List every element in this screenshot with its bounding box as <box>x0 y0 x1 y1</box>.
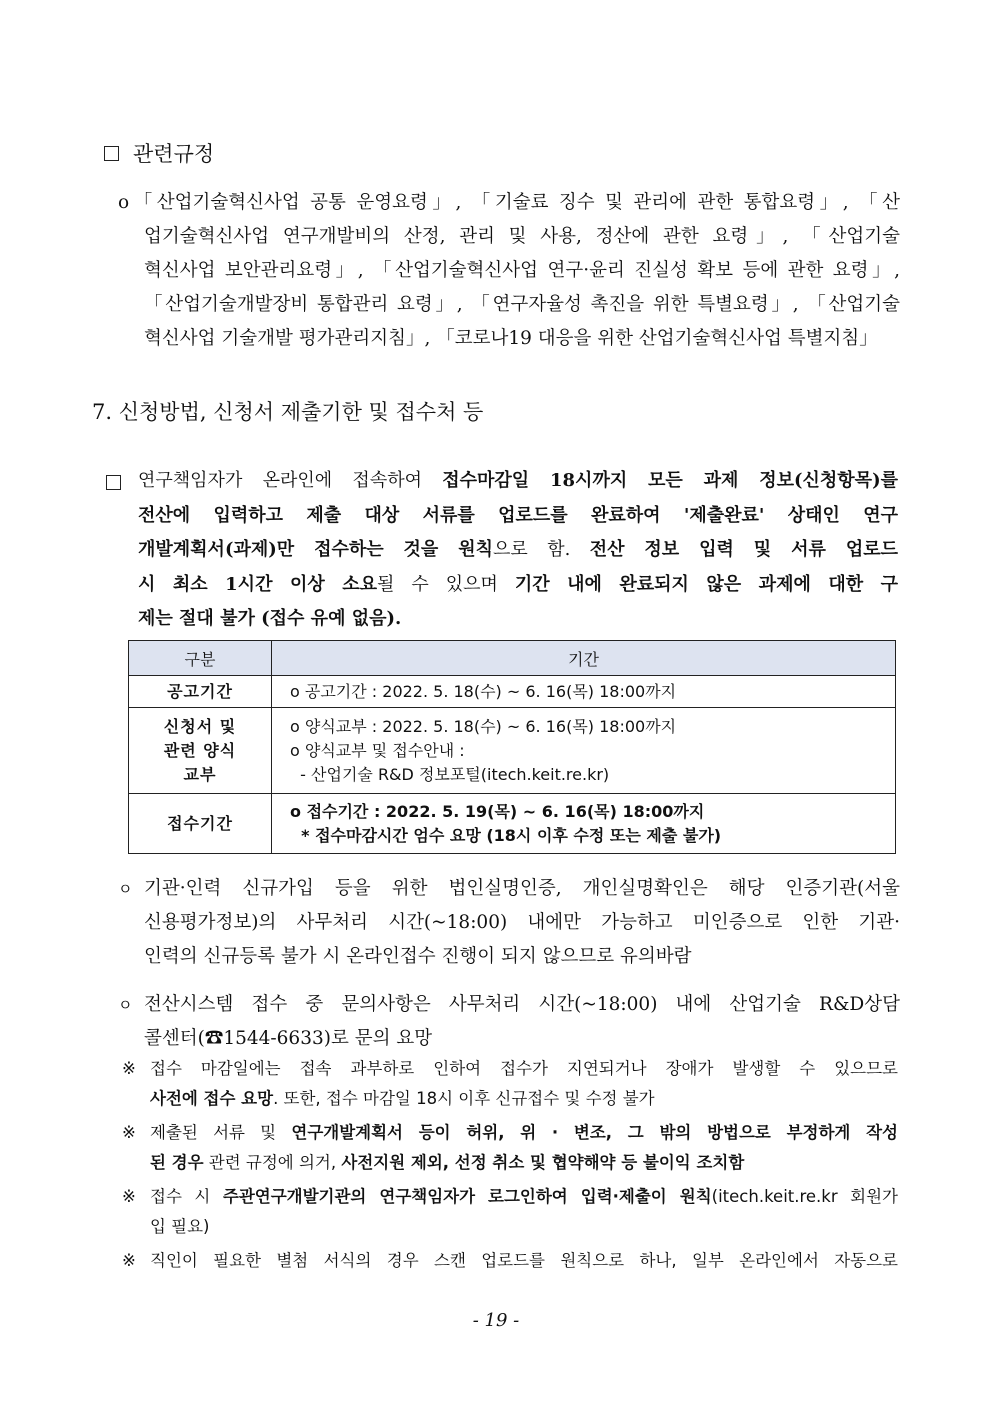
table-header-period: 기간 <box>272 641 896 676</box>
regulation-line <box>118 322 900 356</box>
table-cell-category: 공고기간 <box>129 676 272 708</box>
text-run: 접수 시 <box>150 1187 223 1206</box>
bullet-item <box>118 988 900 1056</box>
intro-line <box>138 464 898 499</box>
intro-line <box>138 568 898 603</box>
text-run: 관련 규정에 의거, <box>203 1153 342 1172</box>
regulation-line <box>118 220 900 254</box>
section-title: 7. 신청방법, 신청서 제출기한 및 접수처 등 <box>92 400 484 424</box>
table-cell-period <box>272 794 896 854</box>
text-run: 접수마감일 18시까지 모든 과제 정보(신청항목)를 <box>442 470 898 491</box>
schedule-table <box>128 640 896 854</box>
text-run: 으로 함. <box>493 539 590 560</box>
table-cell-period <box>272 676 896 708</box>
text-run: (itech.keit.re.kr 회원가 <box>711 1187 898 1206</box>
reference-mark: ※ <box>122 1059 136 1078</box>
table-row <box>129 676 896 708</box>
intro-line <box>138 602 898 637</box>
text-run: 혁신사업 보안관리요령」, 「산업기술혁신사업 연구·윤리 진실성 확보 등에 관한 요령」, <box>144 260 900 281</box>
note-item <box>122 1182 898 1242</box>
text-run: 사전에 접수 요망 <box>150 1089 274 1108</box>
period-line: * 접수마감시간 엄수 요망 (18시 이후 수정 또는 제출 불가) <box>290 825 722 845</box>
regulations-heading <box>104 138 214 168</box>
intro-line <box>138 499 898 534</box>
note-line <box>150 1246 898 1276</box>
notes-list <box>122 1054 898 1280</box>
regulations-text <box>118 186 900 356</box>
text-run: 주관연구개발기관의 연구책임자가 로그인하여 입력·제출이 원칙 <box>222 1187 712 1206</box>
period-line: o 접수기간 : 2022. 5. 19(목) ~ 6. 16(목) 18:00까지 <box>290 801 705 821</box>
text-run: 사전지원 제외, 선정 취소 및 협약해약 등 불이익 조치함 <box>341 1153 745 1172</box>
note-item <box>122 1118 898 1178</box>
table-header-category: 구분 <box>129 641 272 676</box>
text-run: 제는 절대 불가 (접수 유예 없음). <box>138 608 402 629</box>
intro-line <box>138 533 898 568</box>
text-run: 신용평가정보)의 사무처리 시간(~18:00) 내에만 가능하고 미인증으로 인한 기관· <box>144 912 900 933</box>
text-run: 된 경우 <box>150 1153 204 1172</box>
text-run: 시 최소 1시간 이상 소요 <box>138 573 378 595</box>
regulation-line <box>118 288 900 322</box>
bullet-item <box>118 872 900 974</box>
text-run: 「산업기술개발장비 통합관리 요령」, 「연구자율성 촉진을 위한 특별요령」, 「산업기술 <box>144 294 900 315</box>
period-line: o 양식교부 및 접수안내 : <box>290 740 465 760</box>
section-intro <box>138 464 898 637</box>
note-line <box>150 1118 898 1148</box>
bullet-list <box>118 872 900 1070</box>
text-run: 기간 내에 완료되지 않은 과제에 대한 구 <box>514 573 898 595</box>
table-cell-period <box>272 708 896 794</box>
bullet-mark: ㅇ <box>118 880 133 898</box>
reference-mark: ※ <box>122 1187 136 1206</box>
text-run: o「산업기술혁신사업 공통 운영요령」, 「기술료 징수 및 관리에 관한 통합요령」, 「산 <box>118 192 900 213</box>
page-number: - 19 - <box>472 1310 520 1331</box>
text-run: 전산에 입력하고 제출 대상 서류를 업로드를 완료하여 '제출완료' 상태인 연구 <box>138 504 898 526</box>
note-line <box>150 1212 898 1242</box>
bullet-mark: ㅇ <box>118 996 133 1014</box>
table-cell-category: 접수기간 <box>129 794 272 854</box>
bullet-line <box>144 988 900 1022</box>
period-line: - 산업기술 R&D 정보포털(itech.keit.re.kr) <box>290 764 610 784</box>
text-run: 기관·인력 신규가입 등을 위한 법인실명인증, 개인실명확인은 해당 인증기관(서울 <box>144 878 900 899</box>
note-line <box>150 1054 898 1084</box>
note-item <box>122 1246 898 1276</box>
text-run: 접수 마감일에는 접속 과부하로 인하여 접수가 지연되거나 장애가 발생할 수 있으므로 <box>150 1059 898 1078</box>
text-run: 될 수 있으며 <box>377 573 515 595</box>
table-row <box>129 794 896 854</box>
bullet-line <box>144 940 900 974</box>
table-row <box>129 708 896 794</box>
text-run: . 또한, 접수 마감일 18시 이후 신규접수 및 수정 불가 <box>273 1089 655 1108</box>
text-run: 업기술혁신사업 연구개발비의 산정, 관리 및 사용, 정산에 관한 요령」, 「산업기술 <box>144 226 900 247</box>
regulations-heading-text: 관련규정 <box>133 142 215 166</box>
text-run: 혁신사업 기술개발 평가관리지침」, 「코로나19 대응을 위한 산업기술혁신사업 특별지침」 <box>144 328 878 349</box>
note-line <box>150 1084 898 1114</box>
text-run: 연구책임자가 온라인에 접속하여 <box>138 470 443 491</box>
reference-mark: ※ <box>122 1123 136 1142</box>
checkbox-square-icon <box>104 146 119 161</box>
period-line: o 공고기간 : 2022. 5. 18(수) ~ 6. 16(목) 18:00까지 <box>290 681 677 701</box>
table-header-row <box>129 641 896 676</box>
text-run: 전산 정보 입력 및 서류 업로드 <box>589 539 898 560</box>
checkbox-square-icon <box>106 475 121 490</box>
period-line: o 양식교부 : 2022. 5. 18(수) ~ 6. 16(목) 18:00까지 <box>290 716 677 736</box>
text-run: 제출된 서류 및 <box>150 1123 292 1142</box>
regulation-line <box>118 254 900 288</box>
text-run: 직인이 필요한 별첨 서식의 경우 스캔 업로드를 원칙으로 하나, 일부 온라인에서 자동으로 <box>150 1251 898 1270</box>
bullet-line <box>144 872 900 906</box>
note-line <box>150 1182 898 1212</box>
text-run: 연구개발계획서 등이 허위, 위 · 변조, 그 밖의 방법으로 부정하게 작성 <box>291 1123 898 1142</box>
regulation-line <box>118 186 900 220</box>
note-line <box>150 1148 898 1178</box>
text-run: 전산시스템 접수 중 문의사항은 사무처리 시간(~18:00) 내에 산업기술 R&D상담 <box>144 994 900 1015</box>
table-cell-category: 신청서 및 관련 양식 교부 <box>129 708 272 794</box>
text-run: 입 필요) <box>150 1217 210 1236</box>
text-run: 인력의 신규등록 불가 시 온라인접수 진행이 되지 않으므로 유의바람 <box>144 946 692 967</box>
text-run: 개발계획서(과제)만 접수하는 것을 원칙 <box>138 539 494 560</box>
bullet-line <box>144 1022 900 1056</box>
bullet-line <box>144 906 900 940</box>
note-item <box>122 1054 898 1114</box>
reference-mark: ※ <box>122 1251 136 1270</box>
text-run: 콜센터(☎1544-6633)로 문의 요망 <box>144 1028 433 1049</box>
